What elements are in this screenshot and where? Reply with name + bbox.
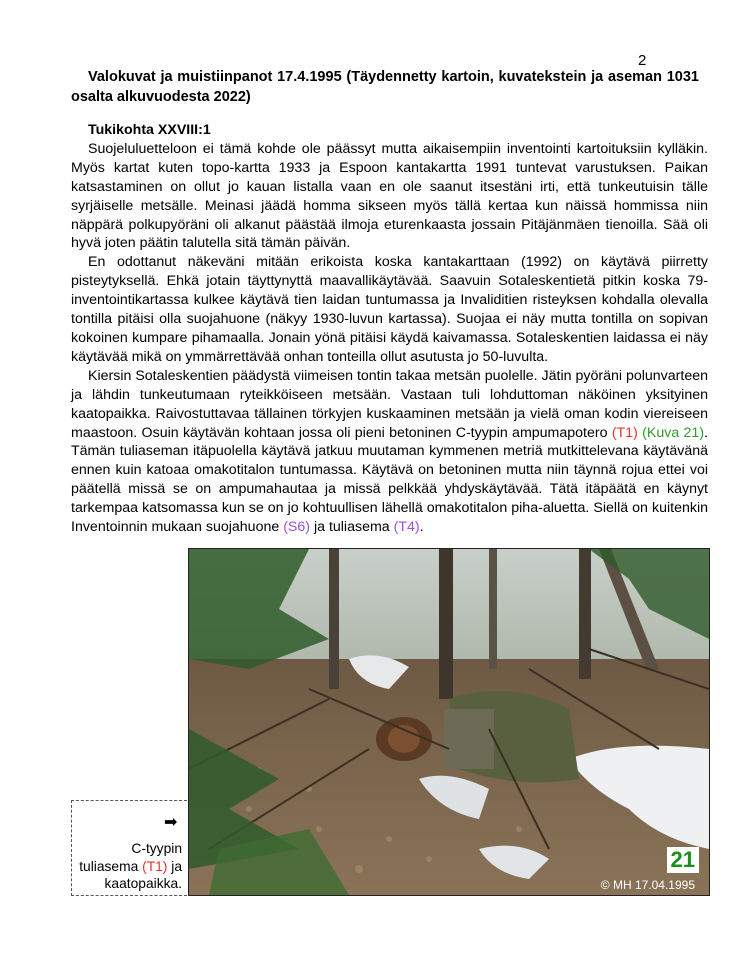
page-number: 2 bbox=[638, 52, 647, 69]
forest-photo-image bbox=[189, 549, 709, 895]
paragraph-3-part-4: . bbox=[419, 519, 424, 536]
photo-number: 21 bbox=[667, 847, 699, 873]
paragraph-1: Suojeluluetteloon ei tämä kohde ole päässyt mutta aikaisempiin inventointi kartoituksiin kylläkin. Myös kartat kuten topo-kartta 1933 ja Espoon kantakartta 1991 tuntevat varustuksen. Paikan katsastaminen on ollut jo kauan listalla vaan en ole saanut itsestäni irti, että tunkeutuisin tälle syrjäiselle metsälle. Meinasi jäädä homma sikseen myös tällä kertaa kun näissä hommissa niin näppärä polkupyöräni oli alkanut päästää ilmoja eturenkaasta jossain Pitäjänmäen tienoilla. Sää oli hyvä joten päätin talutella sitä tämän päivän. bbox=[71, 140, 708, 252]
ref-s6[interactable]: (S6) bbox=[283, 519, 311, 536]
caption-text-1: C-tyypin tuliasema bbox=[79, 841, 182, 874]
paragraph-3-part-3: ja tuliasema bbox=[313, 519, 390, 536]
paragraph-3-part-2: . Tämän tuliaseman itäpuolella käytävä jatkuu muutaman kymmenen metriä mutkittelevana käytävänä ennen kuin katoaa omakotitalon tuntumassa. Käytävä on betoninen mutta niin täynnä rojua ettei voi päätellä missä se on ampumahautaa ja missä pelkkää yhdyskäytävää. Tätä itäpäätä en käynyt tarkempaa katsomassa kun se on jo kohtuullisen lähellä omakotitalon piha-aluetta. Siellä on kuitenkin Inventoinnin mukaan suojahuone bbox=[71, 424, 708, 536]
caption-text-2: ja kaatopaikka. bbox=[104, 858, 182, 891]
caption-ref-t1[interactable]: (T1) bbox=[142, 858, 168, 874]
document-title: Valokuvat ja muistiinpanot 17.4.1995 (Täydennetty kartoin, kuvatekstein ja aseman 1031 osalta alkuvuodesta 2022) bbox=[71, 69, 699, 105]
ref-kuva-21[interactable]: (Kuva 21) bbox=[642, 424, 705, 441]
document-body bbox=[71, 121, 708, 537]
section-heading: Tukikohta XXVIII:1 bbox=[88, 122, 211, 138]
photo-credit: © MH 17.04.1995 bbox=[600, 878, 695, 892]
paragraph-2: En odottanut näkeväni mitään erikoista koska kantakarttaan (1992) on käytävä piirretty pisteytyksellä. Ehkä jotain täyttynyttä maavallikäytävää. Saavuin Sotaleskentietä pitkin koska 79-inventointikartassa kulkee käytävä tien laidan tuntumassa ja Invaliditien risteyksen kohdalla olevalla tontilla pitäisi olla suojahuone (näkyy 1930-luvun kartassa). Suojaa ei näy mutta tontilla on sopivan kokoinen kumpare pihamaalla. Jonain yönä pitäisi käydä kaivamassa. Sotaleskentien laidassa ei näy käytävää mikä on ymmärrettävää onhan tonteilla ollut asutusta jo 50-luvulta. bbox=[71, 254, 708, 365]
arrow-right-icon: ➡ bbox=[164, 814, 178, 831]
paragraph-3-part-1: Kiersin Sotaleskentien päädystä viimeisen tontin takaa metsän puolelle. Jätin pyöräni polunvarteen ja lähdin tunkeutumaan ryteikköiseen metsään. Vastaan tuli lohduttoman näköinen yksityinen kaatopaikka. Raivostuttavaa tällainen törkyjen kuskaaminen metsään ja vielä oman kodin viereiseen maastoon. Osuin käytävän kohtaan jossa oli pieni betoninen C-tyypin ampumapotero bbox=[71, 367, 708, 441]
paragraph-3 bbox=[71, 367, 708, 537]
ref-t1[interactable]: (T1) bbox=[611, 424, 638, 441]
forest-photo bbox=[188, 548, 710, 896]
photo-caption bbox=[76, 840, 182, 893]
ref-t4[interactable]: (T4) bbox=[393, 519, 420, 536]
